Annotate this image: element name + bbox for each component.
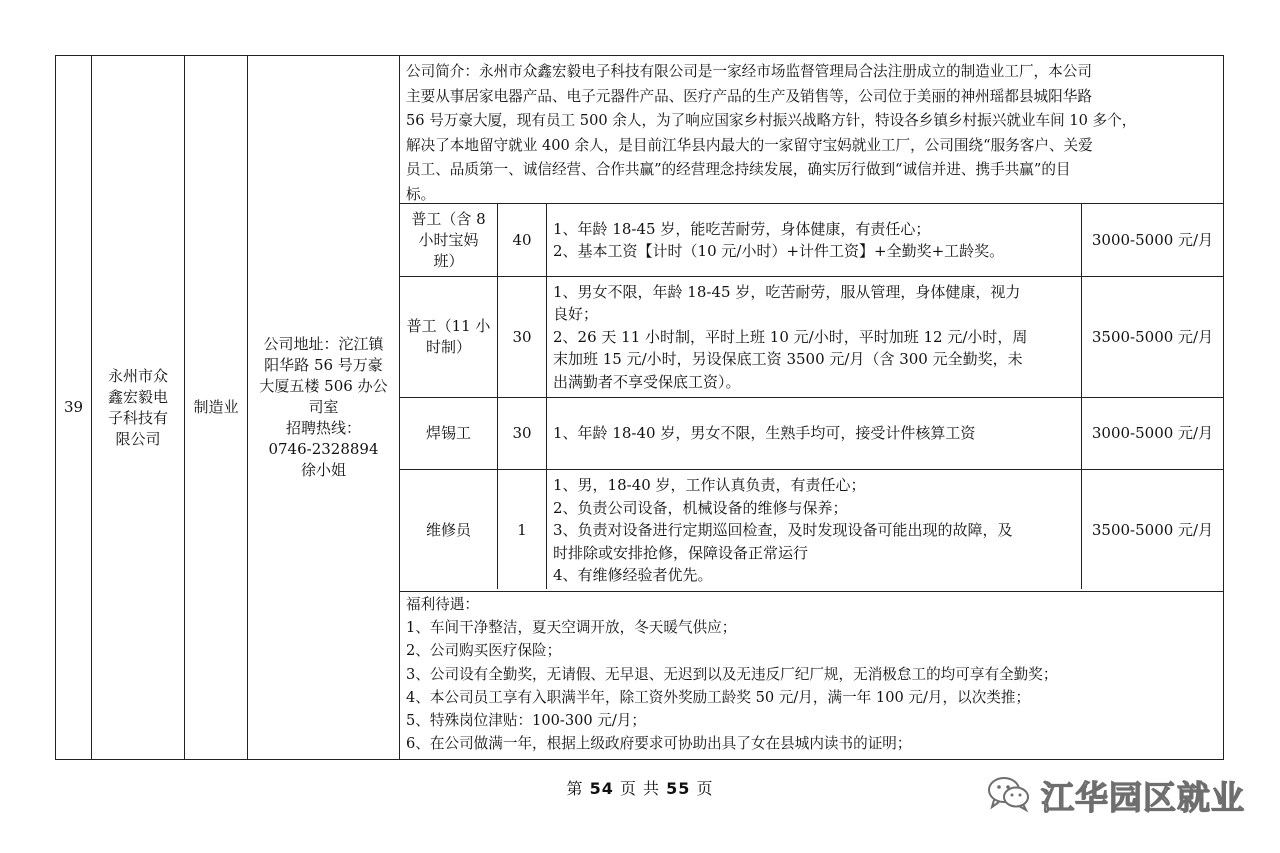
requirement-line: 2、26 天 11 小时制，平时上班 10 元/小时，平时加班 12 元/小时，周 [553,327,1028,346]
benefit-line: 6、在公司做满一年，根据上级政府要求可协助出具了女在县城内读书的证明； [406,735,912,753]
row-index-text: 39 [63,398,84,416]
requirement-line: 4、有维修经验者优先。 [553,566,713,585]
job-salary [1082,277,1223,397]
row-divider [399,591,1223,592]
benefit-line: 1、车间干净整洁，夏天空调开放，冬天暖气供应； [406,619,737,637]
requirement-line: 2、基本工资【计时（10 元/小时）+计件工资】+全勤奖+工龄奖。 [553,242,1005,260]
job-count [498,398,546,469]
requirement-line: 末加班 15 元/小时，另设保底工资 3500 元/月（含 300 元全勤奖，未 [553,350,1023,369]
job-salary-text: 3000-5000 元/月 [1091,424,1214,442]
job-title [400,204,497,276]
job-title [400,470,497,591]
benefit-line: 2、公司购买医疗保险； [406,642,562,660]
job-title-line: 焊锡工 [425,424,471,442]
requirement-line: 2、负责公司设备，机械设备的维修与保养； [553,498,848,517]
job-requirements [553,277,1081,397]
company-name [92,56,184,759]
requirement-line: 1、男女不限，年龄 18-45 岁，吃苦耐劳，服从管理，身体健康，视力 [553,282,1021,301]
company-name-line: 子科技有 [107,408,168,427]
job-title [400,398,497,469]
benefit-line: 4、本公司员工享有入职满半年，除工资外奖励工龄奖 50 元/月，满一年 100 元/月，以次类推； [406,688,1031,706]
industry [185,56,247,759]
job-title-line: 普工（11 小 [406,317,491,335]
job-count-text: 1 [517,521,527,539]
watermark [985,770,1245,820]
job-title-line: 维修员 [425,521,471,539]
page-number: 54 [589,779,614,798]
contact-line: 大厦五楼 506 办公 [259,377,388,395]
intro-line: 主要从事居家电器产品、电子元器件产品、医疗产品的生产及销售等，公司位于美丽的神州瑶都县城阳华路 [406,87,1092,105]
requirement-line: 3、负责对设备进行定期巡回检查，及时发现设备可能出现的故障，及 [553,521,1013,540]
requirement-line: 1、年龄 18-40 岁，男女不限，生熟手均可，接受计件核算工资 [553,424,976,443]
job-title-line: 普工（含 8 [411,209,486,228]
company-intro [406,60,1218,208]
company-name-line: 限公司 [115,429,161,448]
job-requirements [553,398,1081,469]
contact-line: 阳华路 56 号万豪 [264,356,383,374]
benefit-line: 5、特殊岗位津贴：100-300 元/月； [406,712,647,730]
requirement-line: 1、年龄 18-45 岁，能吃苦耐劳，身体健康，有责任心； [553,219,931,238]
footer-middle: 页 共 [619,779,661,798]
intro-line: 员工、品质第一、诚信经营、合作共赢”的经营理念持续发展，确实厉行做到“诚信并进、携手共赢”的目 [406,161,1071,179]
job-requirements [553,470,1081,591]
benefit-line: 3、公司设有全勤奖，无请假、无早退、无迟到以及无违反厂纪厂规，无消极怠工的均可享有全勤奖； [406,665,1058,683]
contact-line: 司室 [308,398,339,416]
requirement-line: 1、男，18-40 岁，工作认真负责，有责任心； [553,476,866,495]
requirement-line: 时排除或安排抢修，保障设备正常运行 [553,543,809,562]
industry-text: 制造业 [193,398,239,416]
job-salary [1082,398,1223,469]
job-count-text: 30 [512,424,532,442]
benefits [406,593,1218,755]
footer-suffix: 页 [696,779,714,798]
intro-line: 公司简介：永州市众鑫宏毅电子科技有限公司是一家经市场监督管理局合法注册成立的制造业工厂，本公司 [406,63,1092,80]
intro-line: 56 号万豪大厦，现有员工 500 余人，为了响应国家乡村振兴战略方针，特设各乡镇乡村振兴就业车间 10 多个， [406,112,1137,130]
intro-line: 标。 [406,185,436,203]
benefit-line: 福利待遇： [406,596,479,613]
job-salary-text: 3500-5000 元/月 [1091,521,1214,539]
contact-line: 徐小姐 [300,461,346,479]
job-salary-text: 3500-5000 元/月 [1091,327,1214,346]
intro-line: 解决了本地留守就业 400 余人，是目前江华县内最大的一家留守宝妈就业工厂，公司围绕“服务客户、关爱 [406,136,1093,154]
job-title-line: 班） [433,251,464,270]
contact-info [248,56,399,759]
job-salary-text: 3000-5000 元/月 [1091,230,1214,249]
job-title-line: 小时宝妈 [418,230,479,249]
job-title [400,277,497,397]
contact-line: 公司地址：沱江镇 [263,335,384,353]
col-divider [546,203,547,589]
company-name-line: 鑫宏毅电 [107,387,168,406]
job-count [498,277,546,397]
job-count [498,470,546,591]
requirement-line: 出满勤者不享受保底工资）。 [553,372,741,391]
wechat-icon [985,773,1033,817]
recruitment-table [55,55,1224,760]
footer-prefix: 第 [566,779,584,798]
job-count-text: 30 [512,327,532,346]
contact-line: 0746-2328894 [268,440,379,458]
job-requirements [553,204,1081,276]
job-count-text: 40 [512,230,532,249]
company-name-line: 永州市众 [107,366,168,385]
row-index [56,56,91,759]
requirement-line: 良好； [553,305,599,324]
job-salary [1082,470,1223,591]
job-title-line: 时制） [425,338,471,356]
job-count [498,204,546,276]
job-salary [1082,204,1223,276]
contact-line: 招聘热线： [285,419,361,437]
watermark-text: 江华园区就业 [1041,777,1245,817]
page-total: 55 [666,779,691,798]
